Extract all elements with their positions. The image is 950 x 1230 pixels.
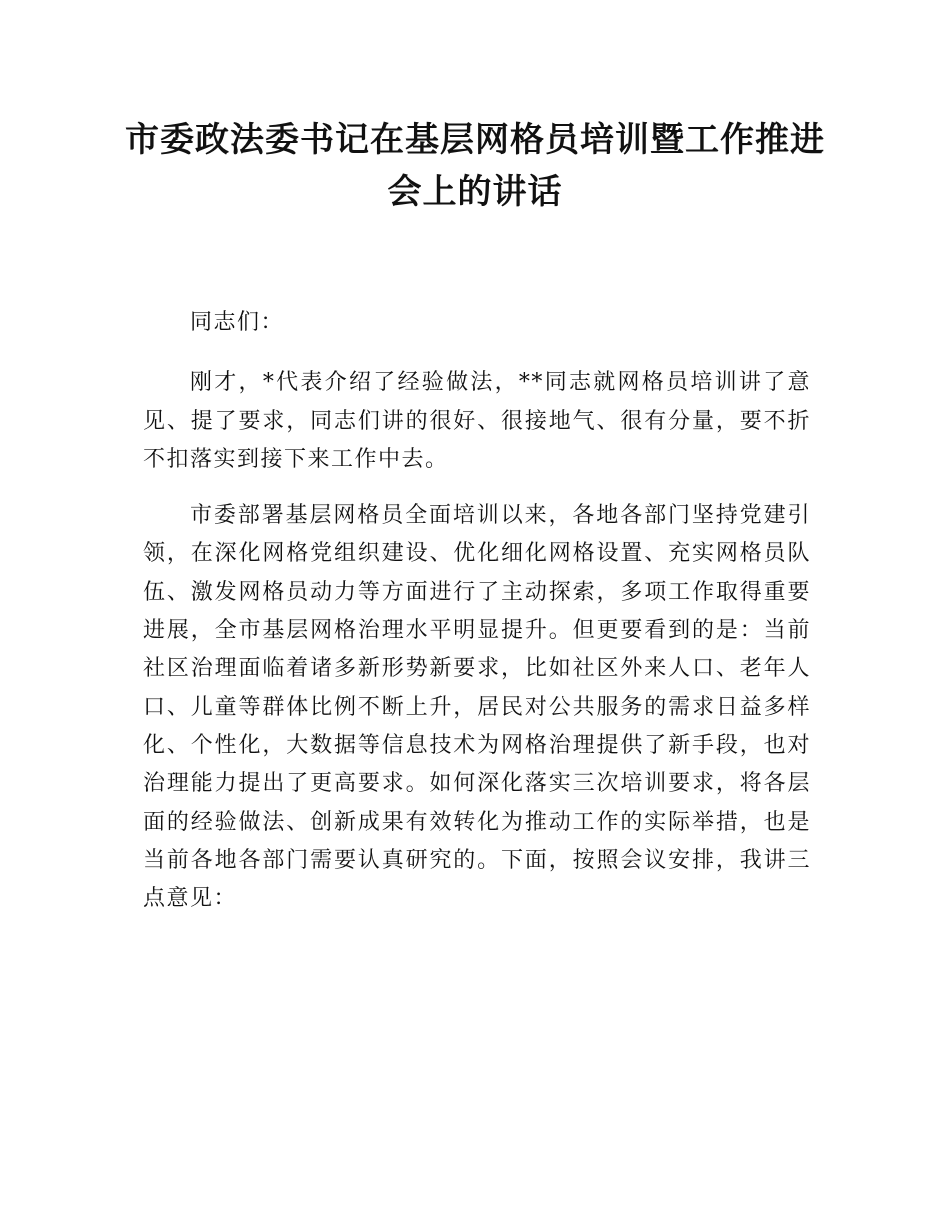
paragraph-2: 市委部署基层网格员全面培训以来，各地各部门坚持党建引领，在深化网格党组织建设、优化细化网格设置、充实网格员队伍、激发网格员动力等方面进行了主动探索，多项工作取得重要进展，全市基层网格治理水平明显提升。但更要看到的是：当前社区治理面临着诸多新形势新要求，比如社区外来人口、老年人口、儿童等群体比例不断上升，居民对公共服务的需求日益多样化、个性化，大数据等信息技术为网格治理提供了新手段，也对治理能力提出了更高要求。如何深化落实三次培训要求，将各层面的经验做法、创新成果有效转化为推动工作的实际举措，也是当前各地各部门需要认真研究的。下面，按照会议安排，我讲三点意见： [143, 503, 811, 912]
document-title: 市委政法委书记在基层网格员培训暨工作推进会上的讲话 [125, 120, 825, 212]
paragraph-1: 刚才，*代表介绍了经验做法，**同志就网格员培训讲了意见、提了要求，同志们讲的很好、很接地气、很有分量，要不折不扣落实到接下来工作中去。 [143, 370, 811, 472]
document-body [143, 304, 811, 936]
salutation: 同志们： [190, 310, 285, 335]
